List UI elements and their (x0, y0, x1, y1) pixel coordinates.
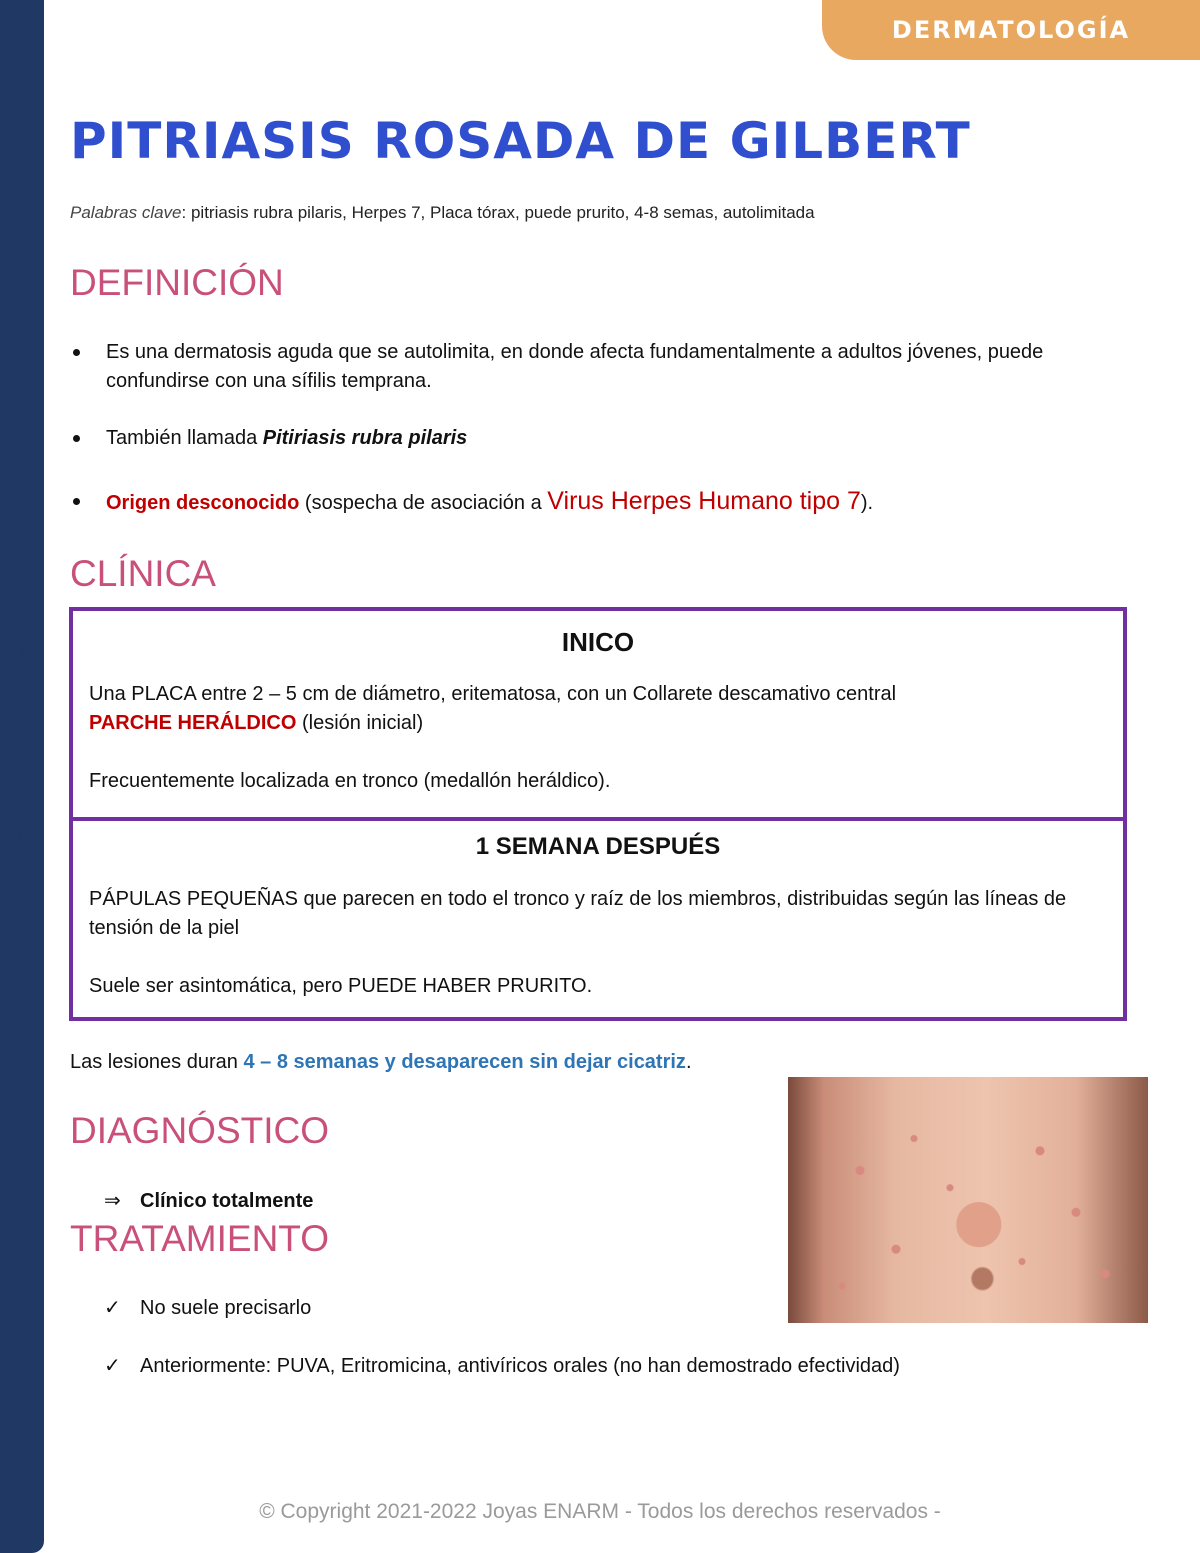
side-letter: N (17, 852, 29, 869)
keywords-text: : pitriasis rubra pilaris, Herpes 7, Placa tórax, puede prurito, 4-8 semas, autolimitada (181, 203, 815, 222)
clinica-box-semana (69, 817, 1127, 1021)
category-tag (822, 0, 1200, 60)
box-highlight: PARCHE HERÁLDICO (89, 712, 297, 734)
list-item (70, 487, 1136, 518)
heading-definicion: DEFINICIÓN (70, 262, 284, 303)
box-text: Una PLACA entre 2 – 5 cm de diámetro, eritematosa, con un Collarete descamativo central (89, 683, 897, 705)
side-bar (0, 0, 44, 1553)
side-label-enarm (12, 822, 34, 952)
keywords-label: Palabras clave (70, 203, 182, 222)
side-letter: A (17, 878, 28, 895)
box-title: 1 SEMANA DESPUÉS (475, 833, 721, 860)
duration-line (70, 1051, 692, 1074)
side-letter: E (17, 826, 28, 843)
category-tag-label: DERMATOLOGÍA (891, 16, 1131, 44)
box-paragraph: PÁPULAS PEQUEÑAS que parecen en todo el tronco y raíz de los miembros, distribuidas según las líneas de tensión de la piel (89, 888, 1067, 939)
box-paragraph (89, 680, 1123, 738)
side-letter: M (16, 930, 30, 947)
box-paragraph: Suele ser asintomática, pero PUEDE HABER PRURITO. (89, 975, 593, 997)
side-letter: R (17, 904, 29, 921)
skin-lesion-photo (788, 1077, 1148, 1323)
side-letter: O (17, 616, 29, 633)
duration-text: . (685, 1051, 692, 1073)
arrow-icon: ⇒ (104, 1190, 121, 1212)
bullet-text: ). (860, 492, 874, 514)
heading-tratamiento: TRATAMIENTO (70, 1218, 329, 1259)
duration-text: Las lesiones duran (70, 1051, 244, 1073)
tratamiento-text: Anteriormente: PUVA, Eritromicina, antivíricos orales (no han demostrado efectividad) (140, 1355, 900, 1377)
bullet-emphasis: Pitiriasis rubra pilaris (262, 427, 468, 449)
bullet-highlight: Origen desconocido (106, 492, 300, 514)
bullet-text: (sospecha de asociación a (299, 492, 548, 514)
diagnostico-item (104, 1188, 313, 1213)
list-item (104, 1295, 311, 1320)
box-title: INICO (561, 627, 635, 657)
footer-copyright: © Copyright 2021-2022 Joyas ENARM - Todos los derechos reservados - (259, 1500, 941, 1523)
tratamiento-text: No suele precisarlo (140, 1297, 312, 1319)
side-letter: S (17, 694, 28, 711)
clinica-box-inicio (69, 607, 1127, 821)
heading-diagnostico: DIAGNÓSTICO (70, 1110, 330, 1151)
keywords-line (70, 203, 815, 223)
box-text: (lesión inicial) (296, 712, 424, 734)
checkmark-icon: ✓ (104, 1297, 121, 1319)
list-item (70, 338, 1136, 396)
side-label-joyas (12, 586, 34, 716)
bullet-text: También llamada (106, 427, 263, 449)
duration-highlight: 4 – 8 semanas y desaparecen sin dejar cicatriz (243, 1051, 686, 1073)
checkmark-icon: ✓ (104, 1355, 121, 1377)
diagnostico-text: Clínico totalmente (140, 1190, 314, 1212)
page-title: PITRIASIS ROSADA DE GILBERT (70, 112, 971, 170)
bullet-highlight-large: Virus Herpes Humano tipo 7 (547, 487, 861, 515)
bullet-text: Es una dermatosis aguda que se autolimita, en donde afecta fundamentalmente a adultos jóvenes, puede confundirse con una sífilis temprana. (106, 341, 1044, 392)
side-letter: A (17, 668, 28, 685)
list-item (70, 424, 1136, 453)
side-letter: J (19, 590, 27, 607)
list-item (104, 1353, 900, 1378)
side-letter: Y (17, 642, 28, 659)
box-paragraph: Frecuentemente localizada en tronco (medallón heráldico). (89, 770, 611, 792)
heading-clinica: CLÍNICA (70, 553, 216, 594)
